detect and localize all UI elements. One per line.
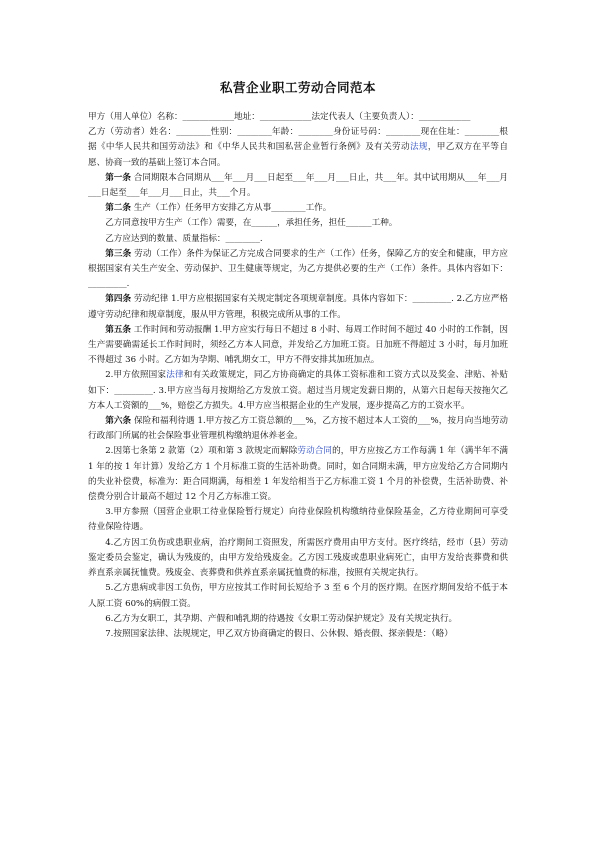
article-6-para-2-text-end: 的，甲方应按乙方工作每满 1 年（满半年不满 1 年的按 1 年计算）发给乙方 1 个月标准工资的生活补助费。同时，如合同期未满，甲方应发给乙方合同期内的失业补偿费，标准为：距合同期满，每相差 1 年发给相当于乙方标准工资 1 个月的补偿费，生活补助费、补偿费分别合计最高不超过 12 个月乙方标准工资。: [88, 446, 508, 503]
article-2-para-2: 乙方同意按甲方生产（工作）需要，在______，承担任务，担任______工种。: [105, 218, 398, 229]
article-4-text: 劳动纪律 1.甲方应根据国家有关规定制定各项规章制度。具体内容如下：_________. 2.乙方应严格遵守劳动纪律和规章制度，服从甲方管理，积极完成所从事的工作。: [88, 294, 508, 320]
article-5-para-2-text: 2.甲方依照国家: [105, 370, 167, 381]
article-6: [88, 414, 508, 444]
article-2-label: 第二条: [105, 203, 131, 214]
article-3-text: 劳动（工作）条件为保证乙方完成合同要求的生产（工作）任务，保障乙方的安全和健康，甲方应根据国家有关生产安全、劳动保护、卫生健康等规定，为乙方提供必要的生产（工作）条件。具体内容如下：_________.: [88, 248, 508, 290]
article-6-para-2: [88, 444, 508, 505]
article-6-label: 第六条: [105, 416, 132, 427]
party-a-info: 甲方（用人单位）名称：____________地址：____________法定代表人（主要负责人）：____________: [88, 112, 471, 122]
article-6-para-6: 6.乙方为女职工，其孕期、产假和哺乳期的待遇按《女职工劳动保护规定》及有关规定执行。: [105, 613, 458, 624]
article-1-text: 合同期限本合同期从___年___月___日起至___年___月___日止，共___年。其中试用期从___年___月___日起至___年___月___日止，共___个月。: [88, 172, 508, 199]
article-2: [88, 201, 508, 216]
article-2-para-3: 乙方应达到的数量、质量指标：________.: [105, 233, 263, 244]
article-1-label: 第一条: [105, 172, 132, 183]
party-b-text-end: ，甲乙双方在平等自愿、协商一致的基础上签订本合同。: [88, 142, 508, 168]
article-6-para-3: 3.甲方参照（国营企业职工待业保险暂行规定）向待业保险机构缴纳待业保险基金，乙方待业期间可享受待业保险待遇。: [88, 507, 508, 533]
article-5: [88, 323, 508, 369]
article-3-label: 第三条: [105, 248, 132, 259]
party-b-info: [88, 125, 508, 171]
article-6-para-5: 5.乙方患病或非因工负伤，甲方应按其工作时间长短给予 3 至 6 个月的医疗期。在医疗期间发给不低于本人原工资 60%的病假工资。: [88, 583, 508, 609]
article-1: [88, 171, 508, 201]
article-6-para-7: 7.按照国家法律、法规规定，甲乙双方协商确定的假日、公休假、婚丧假、探亲假是：（略）: [105, 628, 453, 639]
regulations-link[interactable]: 法规: [409, 142, 428, 153]
article-6-para-2-text: 2.因第七条第 2 款第（2）项和第 3 款规定而解除: [105, 446, 298, 457]
article-6-text: 保险和福利待遇 1.甲方按乙方工资总额的___%，乙方按不超过本人工资的___%，按月向当地劳动行政部门所属的社会保险事业管理机构缴纳退休养老金。: [88, 416, 508, 442]
article-5-para-2: [88, 368, 508, 414]
law-link[interactable]: 法律: [166, 370, 184, 381]
article-4-label: 第四条: [105, 294, 132, 305]
article-5-text: 工作时间和劳动报酬 1.甲方应实行每日不超过 8 小时、每周工作时间不超过 40 小时的工作制，因生产需要确需延长工作时间时，须经乙方本人同意，并发给乙方加班工资。日加班不得超过 3 小时，每月加班不得超过 36 小时。乙方如为孕期、哺乳期女工，甲方不得安排其加班加点。: [88, 324, 508, 366]
contract-page: [88, 78, 508, 642]
article-4: [88, 292, 508, 322]
article-3: [88, 247, 508, 293]
article-5-para-2-text-end: 和有关政策规定，同乙方协商确定的具体工资标准和工资方式以及奖金、津贴、补贴如下：_________. 3.甲方应当每月按期给乙方发放工资。超过当月规定发薪日期的，从第六日起每天按拖欠乙方本人工资额的___%，赔偿乙方损失。4.甲方应当根据企业的生产发展，逐步提高乙方的工资水平。: [88, 370, 508, 411]
article-6-para-4: 4.乙方因工负伤或患职业病，治疗期间工资照发，所需医疗费用由甲方支付。医疗终结，经市（县）劳动鉴定委员会鉴定，确认为残废的，由甲方发给残废金。乙方因工残废或患职业病死亡，由甲方发给丧葬费和供养直系亲属抚恤费。残废金、丧葬费和供养直系亲属抚恤费的标准，按照有关规定执行。: [88, 537, 508, 579]
party-b-text: 乙方（劳动者）姓名：________性别：________年龄：________身份证号码：________现在住址：________根据《中华人民共和国劳动法》和《中华人民共和国私营企业暂行条例》及有关劳动: [88, 127, 508, 153]
labor-contract-link[interactable]: 劳动合同: [297, 446, 333, 457]
document-title: 私营企业职工劳动合同范本: [219, 80, 376, 95]
article-2-text: 生产（工作）任务甲方安排乙方从事________工作。: [130, 203, 332, 214]
article-5-label: 第五条: [105, 324, 132, 335]
